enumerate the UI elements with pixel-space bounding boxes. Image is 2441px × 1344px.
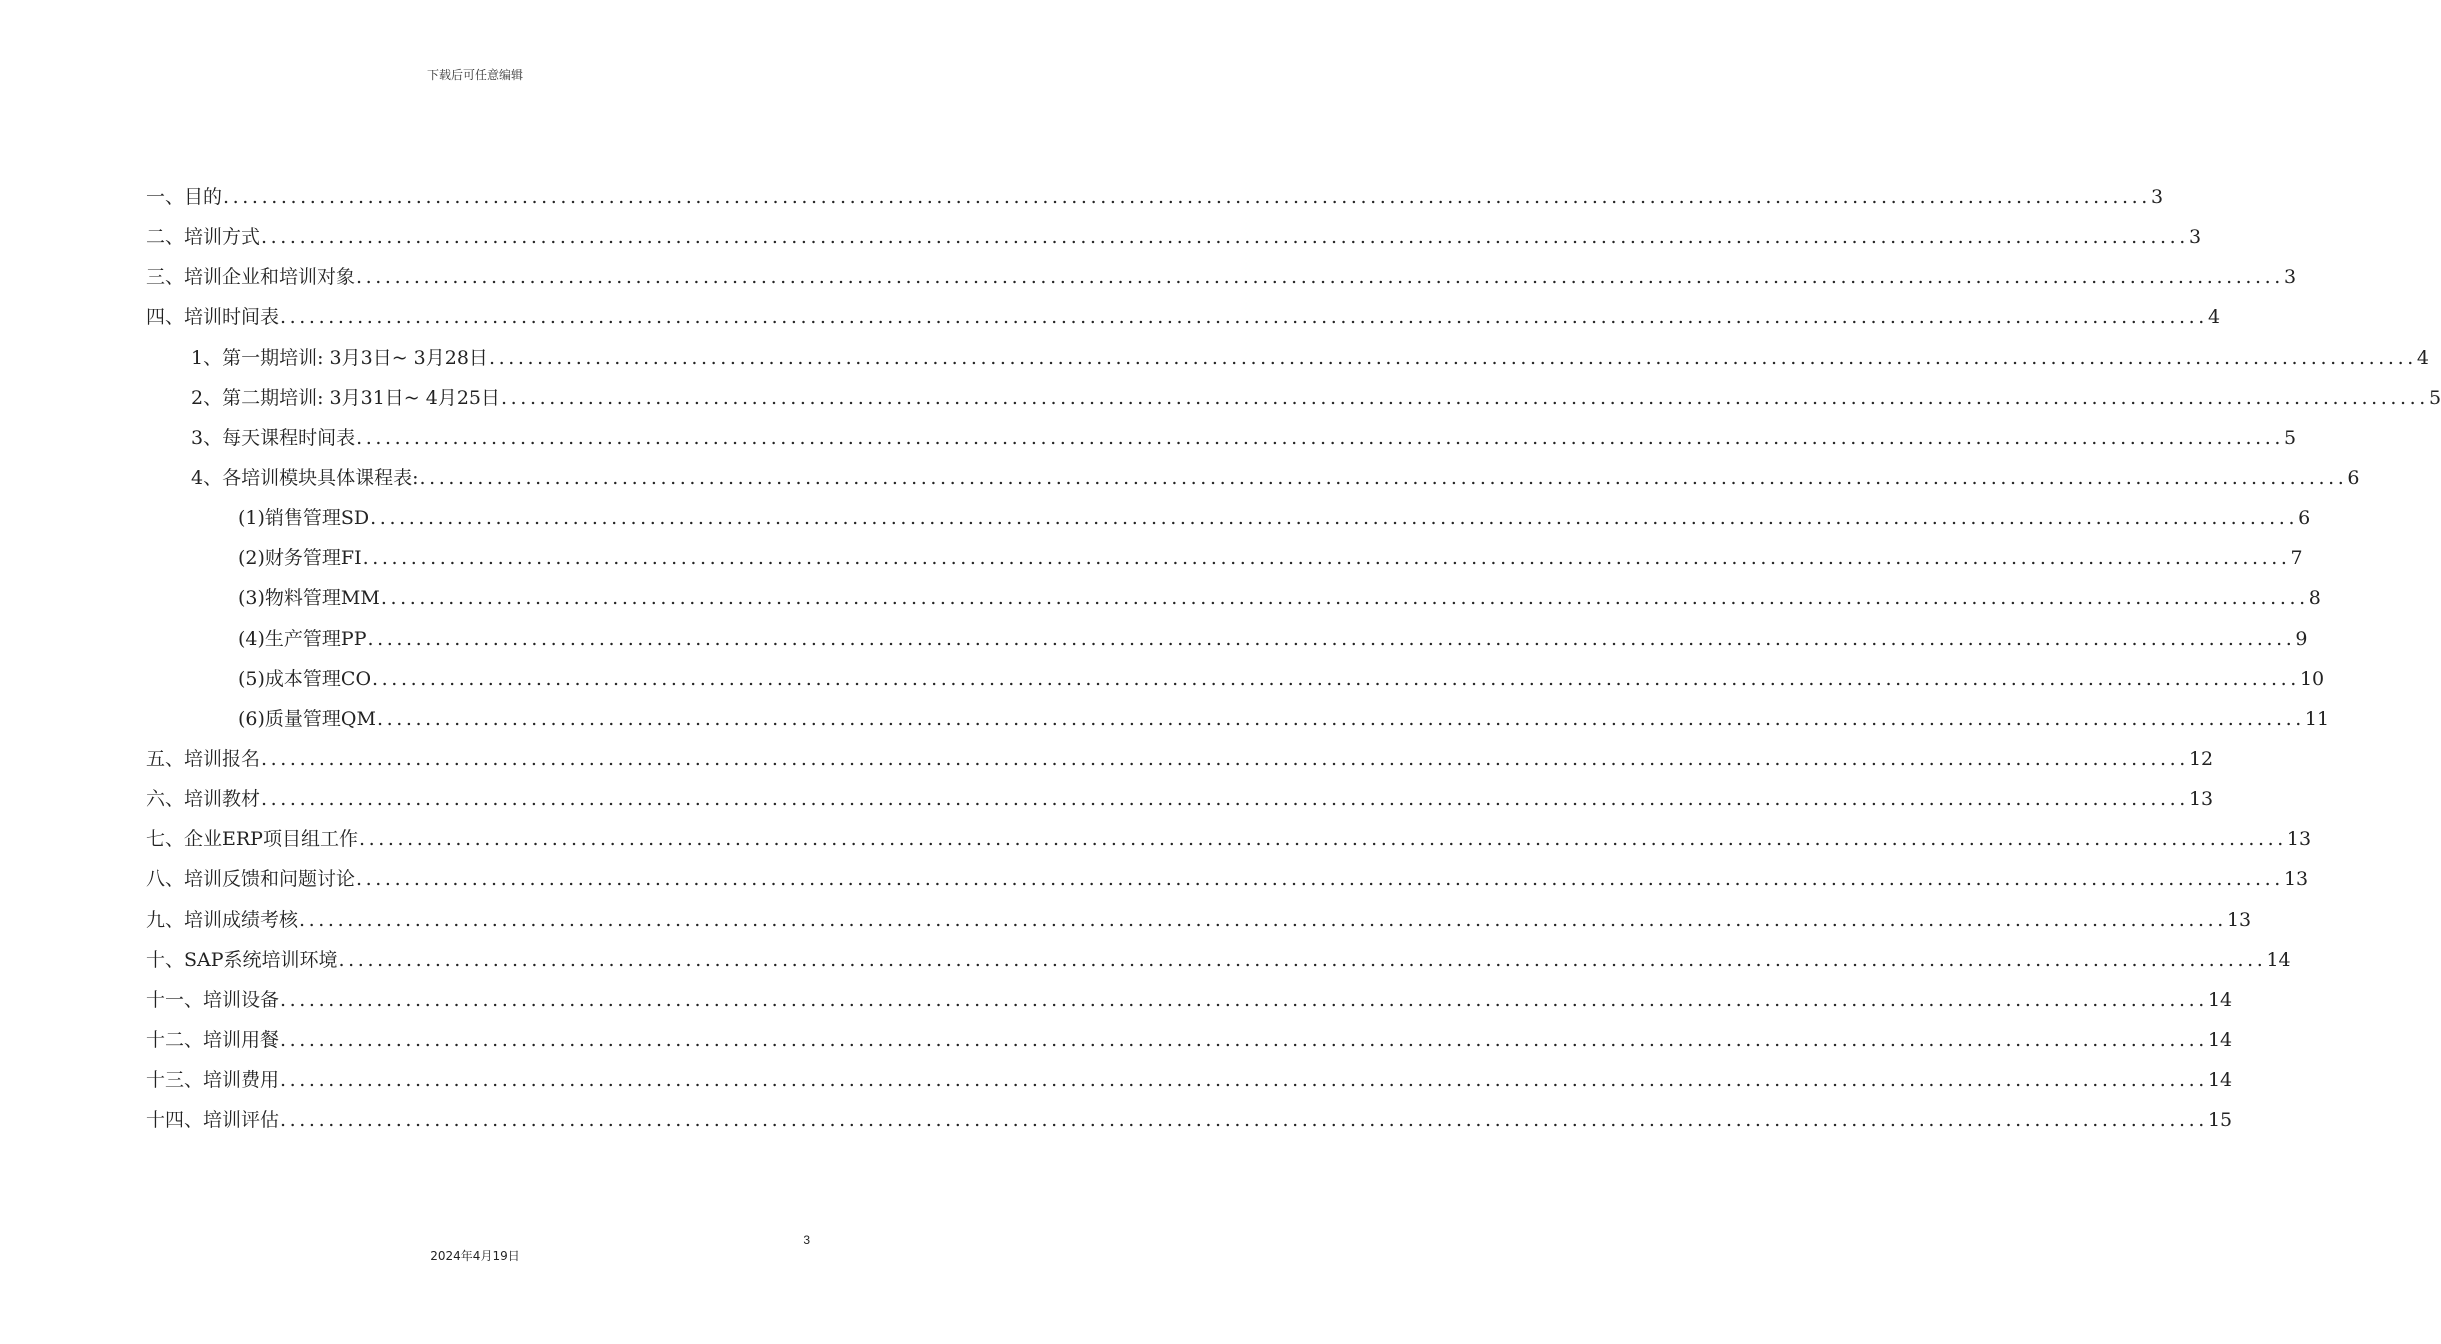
- toc-entry[interactable]: [146, 338, 2429, 378]
- toc-entry[interactable]: [146, 1060, 2233, 1100]
- toc-entry-title: (1)销售管理SD: [238, 507, 370, 530]
- toc-dot-leader: ........................................................................................................................................................................................................: [261, 788, 2189, 811]
- toc-entry[interactable]: [146, 1020, 2233, 1060]
- toc-entry[interactable]: [146, 779, 2214, 819]
- toc-entry-title: 二、培训方式: [146, 226, 261, 249]
- toc-entry-page-number: 14: [2207, 1028, 2233, 1051]
- toc-dot-leader: ........................................................................................................................................................................................................: [299, 908, 2227, 931]
- toc-entry-title: (5)成本管理CO: [238, 667, 372, 690]
- toc-entry-title: 一、目的: [146, 186, 223, 208]
- toc-dot-leader: ........................................................................................................................................................................................................: [370, 507, 2299, 530]
- toc-entry-page-number: 11: [2304, 707, 2330, 730]
- toc-entry-page-number: 7: [2290, 547, 2303, 570]
- toc-entry-page-number: 13: [2283, 868, 2309, 891]
- toc-entry[interactable]: [146, 257, 2297, 297]
- toc-entry-title: 4、各培训模块具体课程表:: [191, 466, 419, 489]
- toc-dot-leader: ........................................................................................................................................................................................................: [280, 306, 2208, 329]
- toc-entry-page-number: 14: [2207, 1069, 2233, 1092]
- toc-entry-page-number: 4: [2416, 346, 2429, 369]
- toc-dot-leader: ........................................................................................................................................................................................................: [261, 226, 2189, 249]
- toc-entry-page-number: 6: [2347, 466, 2360, 489]
- toc-dot-leader: ........................................................................................................................................................................................................: [261, 747, 2189, 770]
- toc-entry[interactable]: [146, 699, 2330, 739]
- toc-entry[interactable]: [146, 217, 2202, 257]
- toc-entry-title: (3)物料管理MM: [238, 587, 380, 610]
- toc-entry[interactable]: [146, 538, 2303, 578]
- toc-entry-page-number: 5: [2284, 426, 2297, 449]
- toc-entry-title: 五、培训报名: [146, 747, 261, 770]
- toc-entry-title: 十四、培训评估: [146, 1109, 280, 1132]
- toc-entry-page-number: 9: [2295, 627, 2308, 650]
- toc-entry[interactable]: [146, 739, 2214, 779]
- toc-entry[interactable]: [146, 578, 2321, 618]
- toc-dot-leader: ........................................................................................................................................................................................................: [367, 627, 2296, 650]
- toc-entry-page-number: 13: [2188, 788, 2214, 811]
- toc-entry-title: (4)生产管理PP: [238, 627, 367, 650]
- toc-dot-leader: ........................................................................................................................................................................................................: [280, 1109, 2208, 1132]
- toc-entry-title: 六、培训教材: [146, 788, 261, 811]
- toc-entry-title: 十、SAP系统培训环境: [146, 948, 338, 971]
- toc-entry[interactable]: [146, 980, 2233, 1020]
- toc-entry-title: 十一、培训设备: [146, 988, 280, 1011]
- toc-entry[interactable]: [146, 498, 2311, 538]
- toc-entry-page-number: 14: [2266, 948, 2291, 971]
- toc-entry-title: 十二、培训用餐: [146, 1028, 280, 1051]
- page-footer-date: 2024年4月19日: [430, 1249, 520, 1263]
- toc-entry[interactable]: [146, 900, 2252, 940]
- page-header: 下载后可任意编辑: [426, 68, 523, 82]
- toc-entry-title: 3、每天课程时间表: [191, 426, 356, 449]
- toc-entry-page-number: 3: [2283, 266, 2297, 289]
- toc-dot-leader: ........................................................................................................................................................................................................: [501, 386, 2429, 409]
- toc-entry[interactable]: [146, 659, 2325, 699]
- toc-dot-leader: ........................................................................................................................................................................................................: [356, 426, 2285, 449]
- page-number: 3: [803, 1233, 810, 1247]
- toc-entry-title: 四、培训时间表: [146, 306, 280, 329]
- toc-dot-leader: ........................................................................................................................................................................................................: [280, 988, 2208, 1011]
- toc-entry-page-number: 8: [2308, 587, 2321, 610]
- toc-entry-page-number: 4: [2207, 306, 2221, 329]
- toc-dot-leader: ........................................................................................................................................................................................................: [488, 346, 2417, 369]
- table-of-contents: [146, 177, 2441, 1140]
- toc-entry-title: 七、企业ERP项目组工作: [146, 828, 358, 851]
- toc-entry-title: 八、培训反馈和问题讨论: [146, 868, 356, 891]
- toc-dot-leader: ........................................................................................................................................................................................................: [280, 1069, 2208, 1092]
- toc-dot-leader: ........................................................................................................................................................................................................: [280, 1028, 2208, 1051]
- toc-entry[interactable]: [146, 940, 2291, 980]
- toc-entry-title: 三、培训企业和培训对象: [146, 266, 356, 289]
- toc-entry[interactable]: [146, 859, 2309, 899]
- toc-entry-page-number: 5: [2428, 386, 2441, 409]
- toc-entry-title: (6)质量管理QM: [238, 707, 376, 730]
- toc-dot-leader: ........................................................................................................................................................................................................: [362, 547, 2291, 570]
- toc-entry[interactable]: [146, 177, 2164, 217]
- toc-entry[interactable]: [146, 619, 2308, 659]
- toc-dot-leader: ........................................................................................................................................................................................................: [380, 587, 2309, 610]
- toc-entry[interactable]: [146, 819, 2312, 859]
- toc-entry-title: 九、培训成绩考核: [146, 908, 299, 931]
- toc-dot-leader: ........................................................................................................................................................................................................: [376, 707, 2305, 730]
- toc-entry-title: 十三、培训费用: [146, 1069, 280, 1092]
- toc-dot-leader: ........................................................................................................................................................................................................: [358, 828, 2287, 851]
- toc-dot-leader: ........................................................................................................................................................................................................: [223, 186, 2151, 208]
- toc-entry[interactable]: [146, 418, 2297, 458]
- toc-entry-page-number: 3: [2150, 186, 2164, 208]
- toc-entry[interactable]: [146, 297, 2221, 337]
- toc-entry-page-number: 12: [2188, 747, 2214, 770]
- toc-entry-page-number: 13: [2226, 908, 2252, 931]
- toc-entry[interactable]: [146, 378, 2441, 418]
- toc-entry-page-number: 13: [2286, 828, 2312, 851]
- toc-entry-title: (2)财务管理FI: [238, 547, 362, 570]
- toc-entry-page-number: 10: [2299, 667, 2325, 690]
- toc-entry-title: 2、第二期培训: 3月31日~ 4月25日: [191, 386, 501, 409]
- toc-dot-leader: ........................................................................................................................................................................................................: [356, 868, 2284, 891]
- toc-entry-title: 1、第一期培训: 3月3日~ 3月28日: [191, 346, 488, 369]
- toc-dot-leader: ........................................................................................................................................................................................................: [356, 266, 2284, 289]
- toc-dot-leader: ........................................................................................................................................................................................................: [372, 667, 2300, 690]
- toc-entry-page-number: 6: [2298, 507, 2311, 530]
- toc-dot-leader: ........................................................................................................................................................................................................: [338, 948, 2267, 971]
- toc-entry-page-number: 15: [2207, 1109, 2233, 1132]
- toc-entry[interactable]: [146, 1100, 2233, 1140]
- toc-entry[interactable]: [146, 458, 2360, 498]
- toc-entry-page-number: 14: [2207, 988, 2233, 1011]
- toc-dot-leader: ........................................................................................................................................................................................................: [419, 466, 2348, 489]
- toc-entry-page-number: 3: [2188, 226, 2202, 249]
